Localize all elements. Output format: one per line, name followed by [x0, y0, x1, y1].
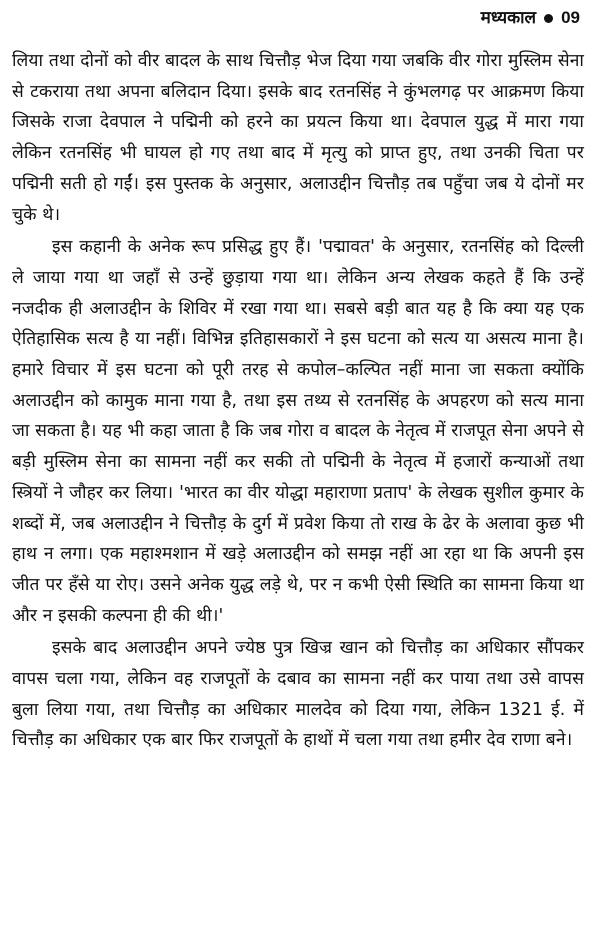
body-text	[12, 46, 584, 756]
paragraph-1: लिया तथा दोनों को वीर बादल के साथ चित्तौड़ भेज दिया गया जबकि वीर गोरा मुस्लिम सेना से टकराया तथा अपना बलिदान दिया। इसके बाद रतनसिंह ने कुंभलगढ़ पर आक्रमण किया जिसके राजा देवपाल ने पद्मिनी को हरने का प्रयत्न किया था। देवपाल युद्ध में मारा गया लेकिन रतनसिंह भी घायल हो गए तथा बाद में मृत्यु को प्राप्त हुए, तथा उनकी चिता पर पद्मिनी सती हो गईं। इस पुस्तक के अनुसार, अलाउद्दीन चित्तौड़ तब पहुँचा जब ये दोनों मर चुके थे।	[12, 51, 584, 225]
paragraph-2: इस कहानी के अनेक रूप प्रसिद्ध हुए हैं। 'पद्मावत' के अनुसार, रतनसिंह को दिल्ली ले जाया गया था जहाँ से उन्हें छुड़ाया गया था। लेकिन अन्य लेखक कहते हैं कि उन्हें नजदीक ही अलाउद्दीन के शिविर में रखा गया था। सबसे बड़ी बात यह है कि क्या यह एक ऐतिहासिक सत्य है या नहीं। विभिन्न इतिहासकारों ने इस घटना को सत्य या असत्य माना है। हमारे विचार में इस घटना को पूरी तरह से कपोल–कल्पित नहीं माना जा सकता क्योंकि अलाउद्दीन को कामुक माना गया है, तथा इस तथ्य से रतनसिंह के अपहरण को सत्य माना जा सकता है। यह भी कहा जाता है कि जब गोरा व बादल के नेतृत्व में राजपूत सेना अपने से बड़ी मुस्लिम सेना का सामना नहीं कर सकी तो पद्मिनी के नेतृत्व में हजारों कन्याओं तथा स्त्रियों ने जौहर कर लिया। 'भारत का वीर योद्धा महाराणा प्रताप' के लेखक सुशील कुमार के शब्दों में, जब अलाउद्दीन ने चित्तौड़ के दुर्ग में प्रवेश किया तो राख के ढेर के अलावा कुछ भी हाथ न लगा। एक महाश्मशान में खड़े अलाउद्दीन को समझ नहीं आ रहा था कि अपनी इस जीत पर हँसे या रोए। उसने अनेक युद्ध लड़े थे, पर न कभी ऐसी स्थिति का सामना किया था और न इसकी कल्पना ही की थी।'	[12, 237, 584, 626]
paragraph-3: इसके बाद अलाउद्दीन अपने ज्येष्ठ पुत्र खिज्र खान को चित्तौड़ का अधिकार सौंपकर वापस चला गया, लेकिन वह राजपूतों के दबाव का सामना नहीं कर पाया तथा उसे वापस बुला लिया गया, तथा चित्तौड़ का अधिकार मालदेव को दिया गया, लेकिन 1321 ई. में चित्तौड़ का अधिकार एक बार फिर राजपूतों के हाथों में चला गया तथा हमीर देव राणा बने।	[12, 638, 584, 751]
running-header	[481, 8, 580, 28]
bullet-dot-icon	[544, 14, 553, 23]
page-number: 09	[561, 8, 580, 27]
chapter-title: मध्यकाल	[480, 8, 537, 28]
